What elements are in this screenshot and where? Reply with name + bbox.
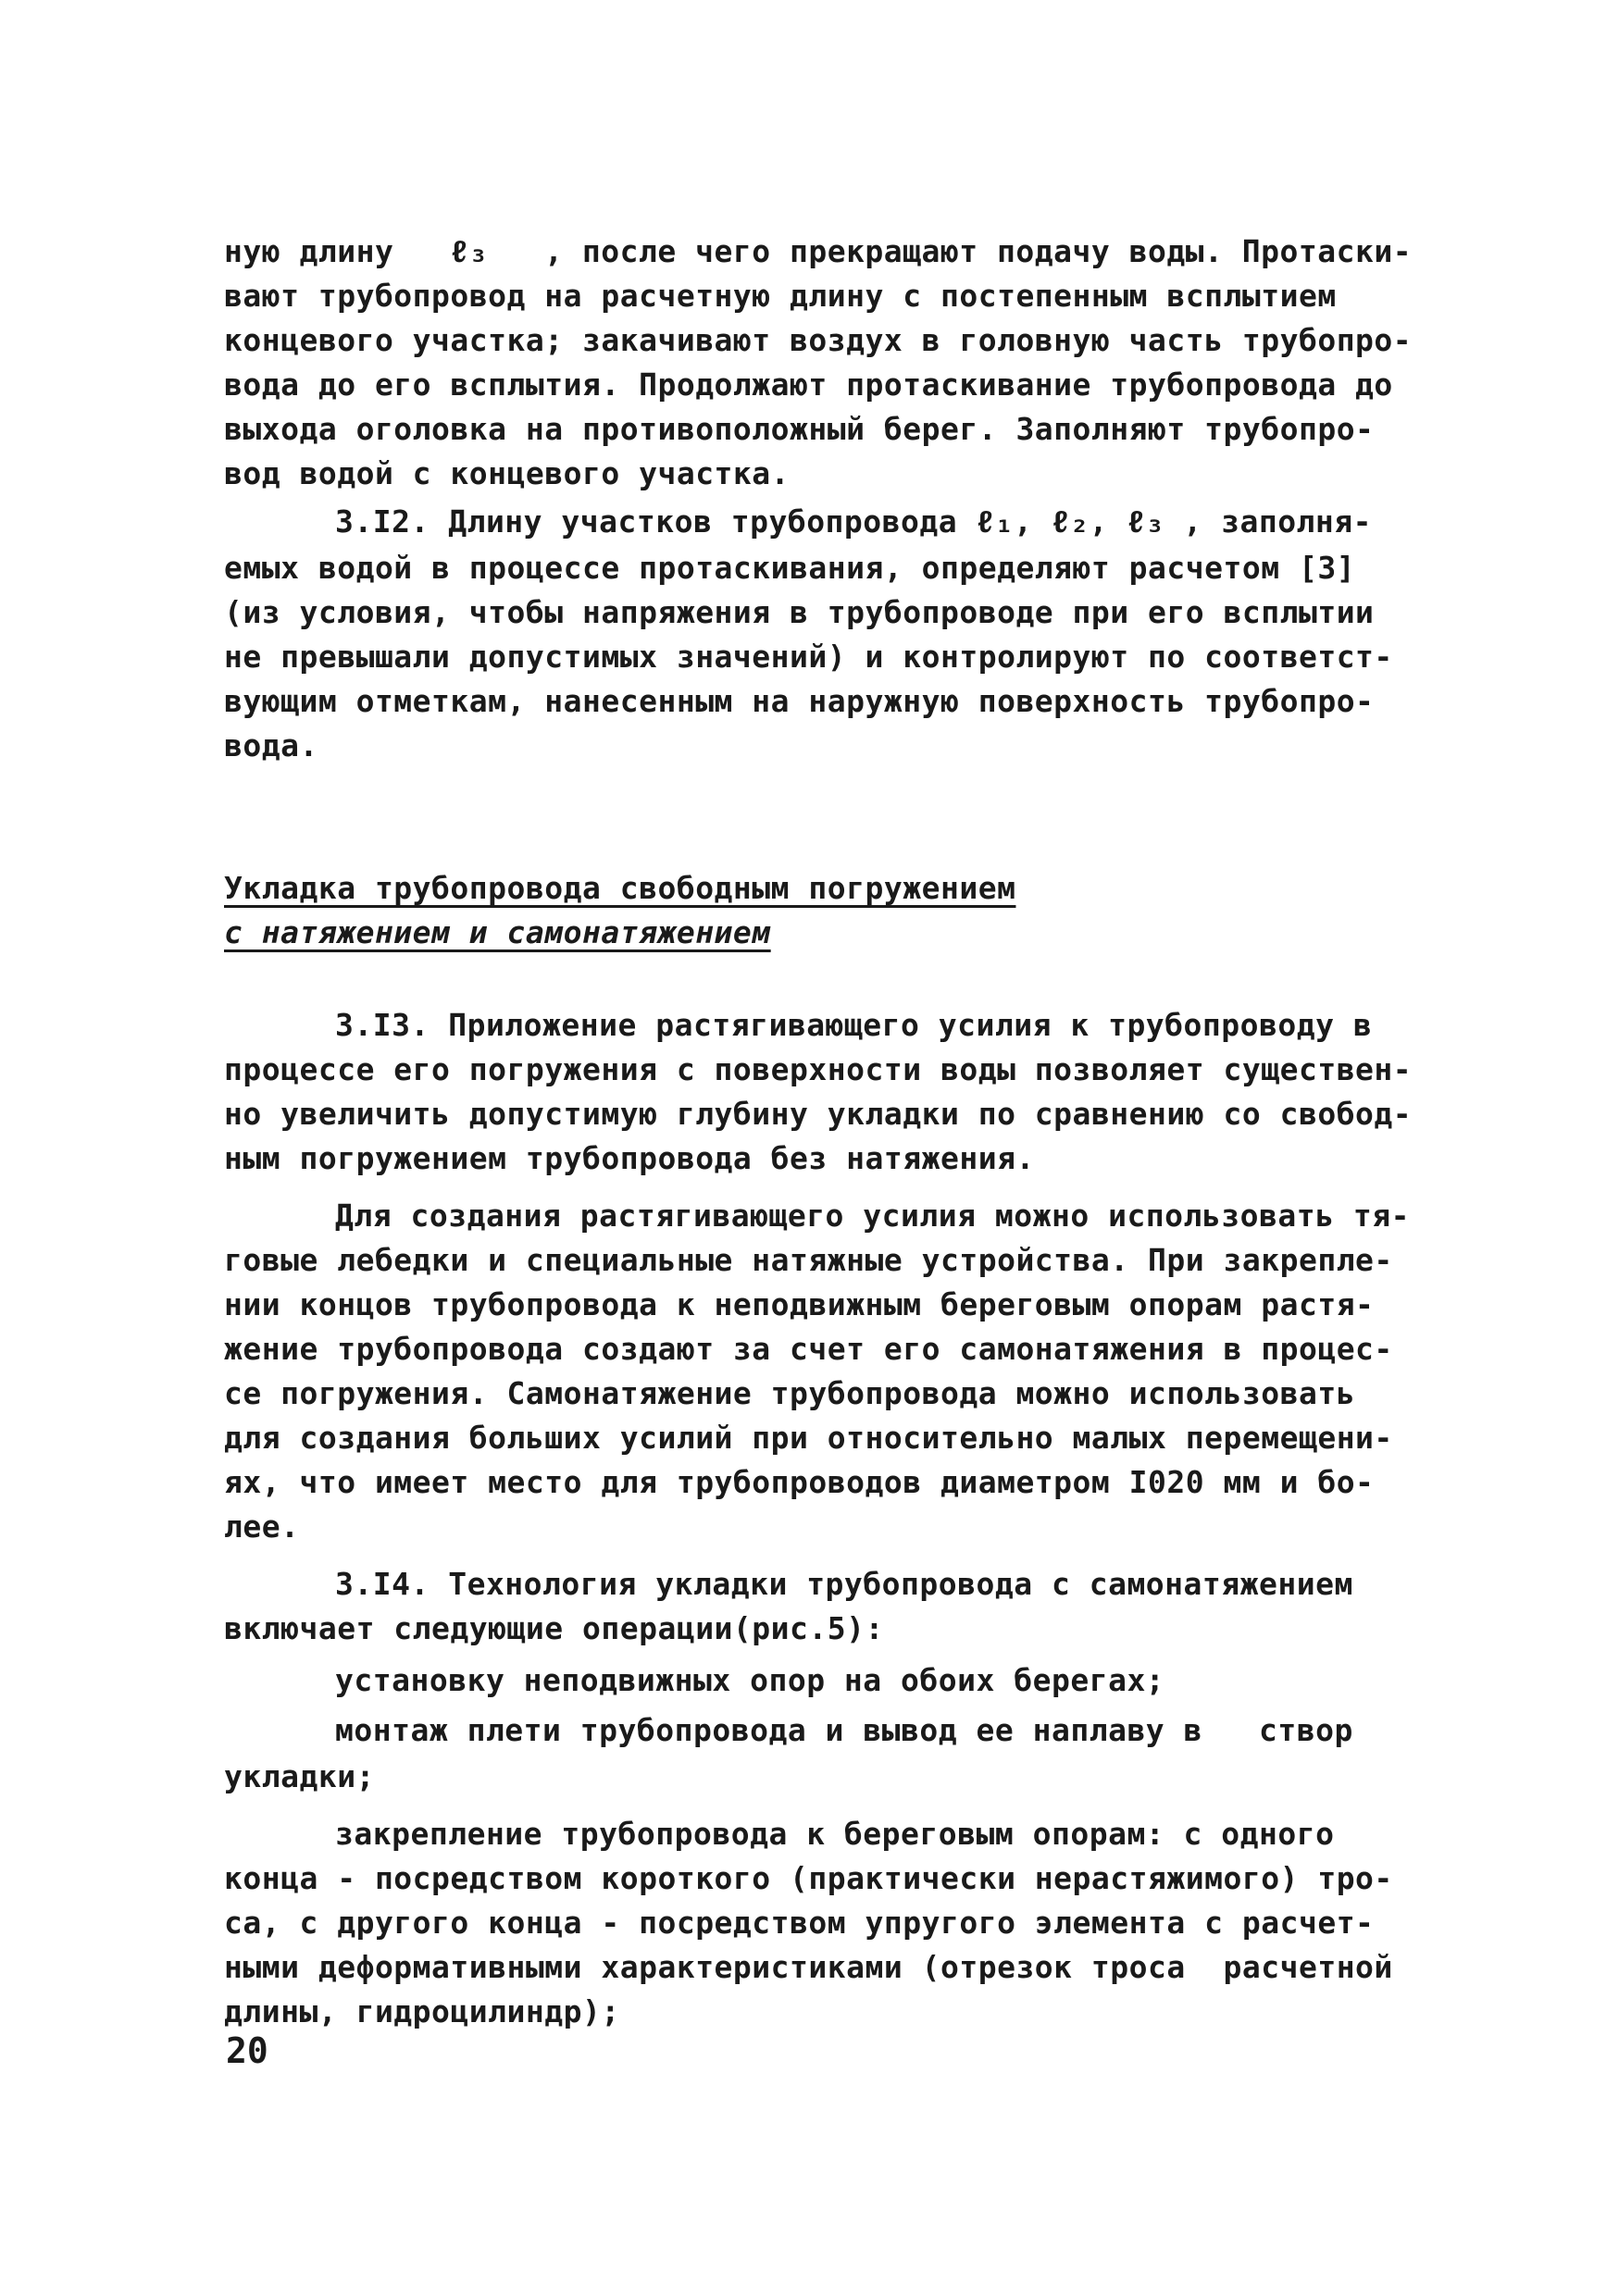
list-item-2: монтаж плети трубопровода и вывод ее наплаву в створ [335, 1712, 1353, 1748]
paragraph-tension-first-line: Для создания растягивающего усилия можно использовать тя- [335, 1198, 1410, 1234]
text-line: концевого участка; закачивают воздух в головную часть трубопро- [224, 322, 1413, 358]
text-line: вают трубопровод на расчетную длину с постепенным всплытием [224, 278, 1337, 314]
text-line: емых водой в процессе протаскивания, определяют расчетом [3] [224, 550, 1356, 586]
text-line: нии концов трубопровода к неподвижным береговым опорам растя- [224, 1286, 1375, 1322]
text-line: ными деформативными характеристиками (отрезок троса расчетной [224, 1949, 1393, 1985]
paragraph-3-13-first-line: 3.I3. Приложение растягивающего усилия к трубопроводу в [335, 1007, 1373, 1043]
text-line: конца - посредством короткого (практически нерастяжимого) тро- [224, 1860, 1393, 1896]
text-line: длины, гидроцилиндр); [224, 1993, 620, 2029]
text-line: включает следующие операции(рис.5): [224, 1610, 884, 1646]
text-line: се погружения. Самонатяжение трубопровода можно использовать [224, 1375, 1356, 1411]
text-line: но увеличить допустимую глубину укладки по сравнению со свобод- [224, 1096, 1413, 1132]
text-line: не превышали допустимых значений) и контролируют по соответст- [224, 639, 1393, 675]
paragraph-3-12-first-line: 3.I2. Длину участков трубопровода ℓ₁, ℓ₂, ℓ₃ , заполня- [335, 503, 1373, 540]
text-line: выхода оголовка на противоположный берег. Заполняют трубопро- [224, 411, 1375, 447]
page-number: 20 [226, 2030, 268, 2071]
text-line: вующим отметкам, нанесенным на наружную поверхность трубопро- [224, 683, 1375, 719]
text-line: укладки; [224, 1758, 375, 1794]
list-item-3: закрепление трубопровода к береговым опорам: с одного [335, 1816, 1335, 1852]
text-line: процессе его погружения с поверхности воды позволяет существен- [224, 1051, 1413, 1087]
text-line: ным погружением трубопровода без натяжения. [224, 1140, 1035, 1176]
text-line: вод водой с концевого участка. [224, 455, 791, 491]
text-line: ную длину ℓ₃ , после чего прекращают подачу воды. Протаски- [224, 233, 1413, 269]
text-line: жение трубопровода создают за счет его самонатяжения в процес- [224, 1331, 1393, 1367]
text-line: ях, что имеет место для трубопроводов диаметром I020 мм и бо- [224, 1464, 1375, 1500]
text-line: лее. [224, 1508, 300, 1545]
text-line: для создания больших усилий при относительно малых перемещени- [224, 1420, 1393, 1456]
text-line: вода. [224, 727, 318, 763]
section-heading-line-1: Укладка трубопровода свободным погружением [224, 870, 1016, 906]
paragraph-3-14-first-line: 3.I4. Технология укладки трубопровода с самонатяжением [335, 1566, 1353, 1602]
text-line: говые лебедки и специальные натяжные устройства. При закрепле- [224, 1242, 1393, 1278]
text-line: (из условия, чтобы напряжения в трубопроводе при его всплытии [224, 594, 1375, 630]
section-heading-line-2: с натяжением и самонатяжением [224, 914, 771, 950]
text-line: са, с другого конца - посредством упругого элемента с расчет- [224, 1905, 1375, 1941]
text-line: вода до его всплытия. Продолжают протаскивание трубопровода до [224, 366, 1393, 403]
list-item-1: установку неподвижных опор на обоих берегах; [335, 1662, 1165, 1698]
